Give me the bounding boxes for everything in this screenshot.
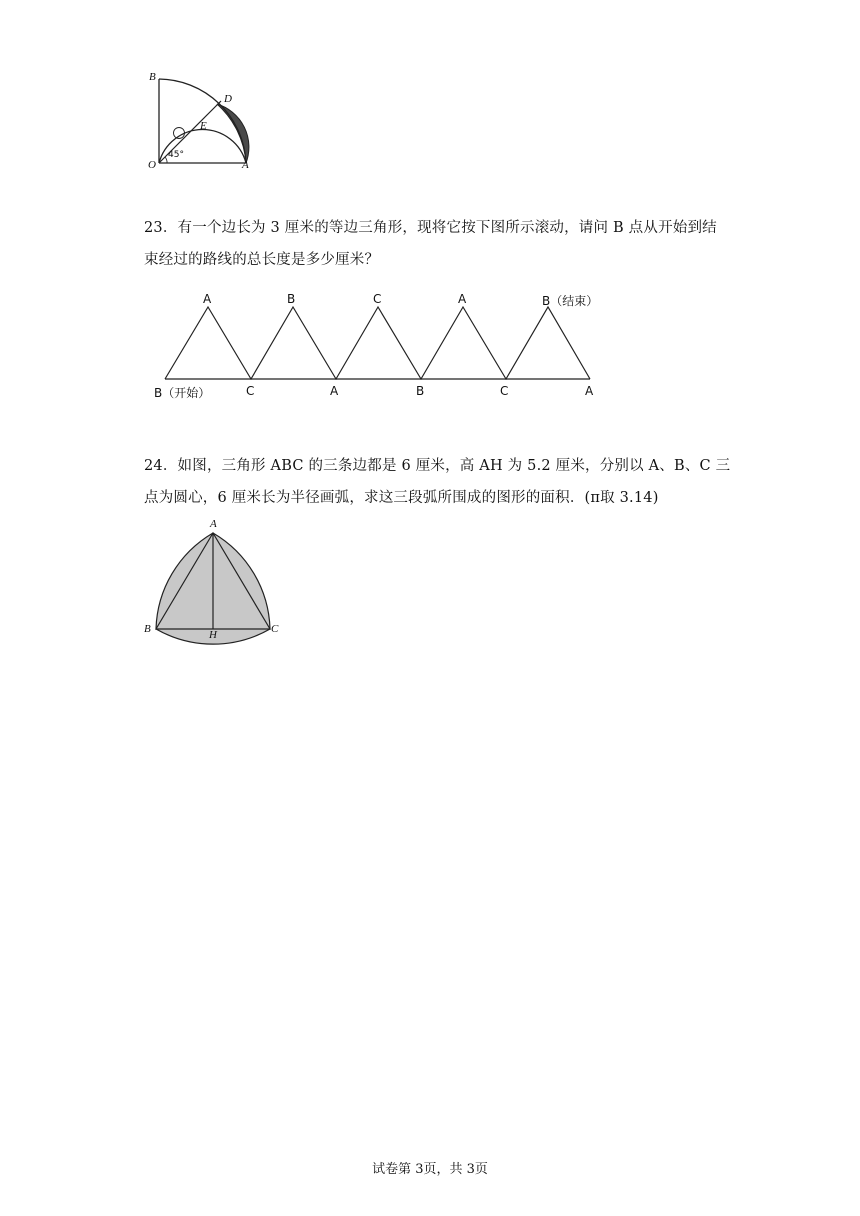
top-label-1: A — [203, 292, 212, 306]
label-o: O — [148, 159, 156, 171]
quarter-circle-figure — [140, 68, 260, 178]
label-c-right: C — [271, 623, 279, 635]
top-label-2: B — [287, 292, 296, 306]
bottom-label-6: A — [585, 384, 594, 398]
label-e: E — [200, 120, 207, 132]
label-angle: 45° — [168, 150, 184, 160]
label-a: A — [242, 159, 249, 171]
bottom-label-1: B（开始） — [154, 386, 211, 400]
label-d: D — [224, 93, 232, 105]
bottom-label-2: C — [246, 384, 255, 398]
q23-line1: 23．有一个边长为 3 厘米的等边三角形，现将它按下图所示滚动，请问 B 点从开始到结 — [144, 220, 717, 236]
top-label-4: A — [458, 292, 467, 306]
rolling-triangles-figure — [150, 290, 610, 405]
label-b-left: B — [144, 623, 151, 635]
label-h: H — [209, 629, 217, 641]
top-label-3: C — [373, 292, 382, 306]
question-24 — [144, 450, 730, 514]
page-footer: 试卷第 3页，共 3页 — [372, 1162, 488, 1177]
q23-line2: 束经过的路线的总长度是多少厘米？ — [144, 252, 380, 268]
bottom-label-5: C — [500, 384, 509, 398]
q24-line2: 点为圆心，6 厘米长为半径画弧，求这三段弧所围成的图形的面积．(π取 3.14) — [144, 490, 659, 506]
question-23 — [144, 212, 717, 276]
bottom-label-4: B — [416, 384, 425, 398]
reuleaux-triangle-figure — [140, 515, 290, 650]
q24-line1: 24．如图，三角形 ABC 的三条边都是 6 厘米，高 AH 为 5.2 厘米，分别以 A、B、C 三 — [144, 458, 731, 474]
top-label-5: B（结束） — [542, 294, 599, 308]
label-a-top: A — [210, 518, 217, 530]
bottom-label-3: A — [330, 384, 339, 398]
label-b: B — [149, 71, 156, 83]
